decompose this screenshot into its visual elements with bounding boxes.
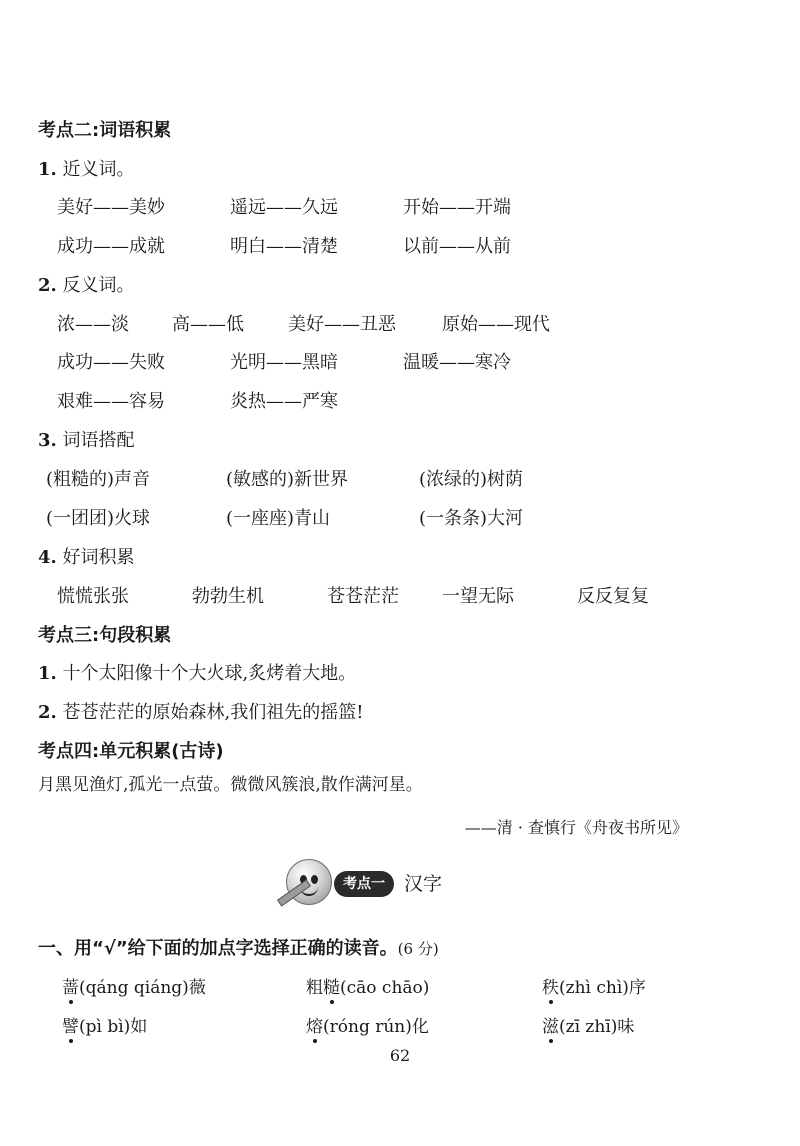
char-after: 如	[130, 1017, 148, 1037]
pinyin-options[interactable]: (zī zhī)	[559, 1017, 618, 1037]
sentence-1-text: 十个太阳像十个大火球,炙烤着大地。	[62, 663, 357, 684]
eye-icon	[311, 875, 318, 884]
exercise-points: (6 分)	[397, 940, 439, 958]
synonym-pair: 明白——清楚	[230, 236, 338, 257]
synonym-pair: 成功——成就	[57, 236, 165, 257]
q1-text: 近义词。	[62, 159, 135, 180]
char-before: 粗	[306, 978, 323, 998]
good-word: 慌慌张张	[57, 586, 129, 607]
char-after: 薇	[188, 978, 206, 998]
dotted-char: 譬	[62, 1012, 79, 1037]
dotted-char: 滋	[542, 1012, 559, 1037]
good-word: 苍苍茫茫	[327, 586, 399, 607]
poem-text: 月黑见渔灯,孤光一点萤。微微风簇浪,散作满河星。	[38, 775, 423, 795]
char-after: 序	[628, 978, 646, 998]
sentence-2-text: 苍苍茫茫的原始森林,我们祖先的摇篮!	[62, 702, 364, 723]
collocation: (敏感的)新世界	[226, 469, 349, 490]
pinyin-item	[306, 973, 429, 998]
q1-heading	[38, 155, 135, 181]
pinyin-item	[62, 973, 206, 998]
dotted-char: 蔷	[62, 973, 79, 998]
page-number: 62	[389, 1046, 411, 1065]
q3-heading	[38, 426, 135, 452]
section-4-title: 考点四:单元积累(古诗)	[38, 741, 224, 762]
pinyin-options[interactable]: (qáng qiáng)	[79, 978, 189, 998]
collocation: (一团团)火球	[46, 508, 151, 529]
pinyin-item	[542, 1012, 634, 1037]
collocation: (粗糙的)声音	[46, 469, 151, 490]
good-word: 一望无际	[442, 586, 514, 607]
q2-heading	[38, 271, 135, 297]
synonym-pair: 开始——开端	[403, 197, 511, 218]
antonym-pair: 浓——淡	[57, 314, 129, 335]
poem-source: ——清 · 查慎行《舟夜书所见》	[464, 818, 688, 837]
pinyin-item	[542, 973, 646, 998]
q1-number: 1.	[38, 159, 57, 180]
pinyin-options[interactable]: (pì bì)	[79, 1017, 131, 1037]
char-after: 味	[617, 1017, 635, 1037]
pinyin-item	[306, 1012, 429, 1037]
topic-title: 汉字	[404, 873, 443, 895]
good-word: 勃勃生机	[192, 586, 264, 607]
sentence-1-number: 1.	[38, 663, 57, 684]
exercise-title: 一、用“√”给下面的加点字选择正确的读音。	[38, 938, 398, 959]
dotted-char: 糙	[323, 973, 340, 998]
section-2-title: 考点二:词语积累	[38, 120, 172, 141]
antonym-pair: 高——低	[172, 314, 244, 335]
sentence-2	[38, 698, 364, 724]
antonym-pair: 艰难——容易	[57, 391, 165, 412]
q2-text: 反义词。	[62, 275, 135, 296]
dotted-char: 秩	[542, 973, 559, 998]
collocation: (一座座)青山	[226, 508, 331, 529]
antonym-pair: 原始——现代	[442, 314, 550, 335]
sentence-1	[38, 659, 356, 685]
collocation: (浓绿的)树荫	[419, 469, 524, 490]
topic-tag: 考点一	[334, 871, 394, 897]
antonym-pair: 美好——丑恶	[288, 314, 396, 335]
good-word: 反反复复	[577, 586, 649, 607]
topic-banner	[276, 855, 476, 915]
char-after: 化	[411, 1017, 429, 1037]
synonym-pair: 美好——美妙	[57, 197, 165, 218]
q4-number: 4.	[38, 547, 57, 568]
exercise-question	[38, 934, 439, 960]
q4-heading	[38, 543, 135, 569]
antonym-pair: 成功——失败	[57, 352, 165, 373]
q3-number: 3.	[38, 430, 57, 451]
synonym-pair: 遥远——久远	[230, 197, 338, 218]
sentence-2-number: 2.	[38, 702, 57, 723]
antonym-pair: 炎热——严寒	[230, 391, 338, 412]
pinyin-item	[62, 1012, 147, 1037]
dotted-char: 熔	[306, 1012, 323, 1037]
synonym-pair: 以前——从前	[403, 236, 511, 257]
pinyin-options[interactable]: (cāo chāo)	[340, 978, 430, 998]
q4-text: 好词积累	[62, 547, 135, 568]
q2-number: 2.	[38, 275, 57, 296]
antonym-pair: 温暖——寒冷	[403, 352, 511, 373]
collocation: (一条条)大河	[419, 508, 524, 529]
pinyin-options[interactable]: (róng rún)	[323, 1017, 412, 1037]
antonym-pair: 光明——黑暗	[230, 352, 338, 373]
pinyin-options[interactable]: (zhì chì)	[559, 978, 629, 998]
section-3-title: 考点三:句段积累	[38, 625, 172, 646]
q3-text: 词语搭配	[62, 430, 135, 451]
